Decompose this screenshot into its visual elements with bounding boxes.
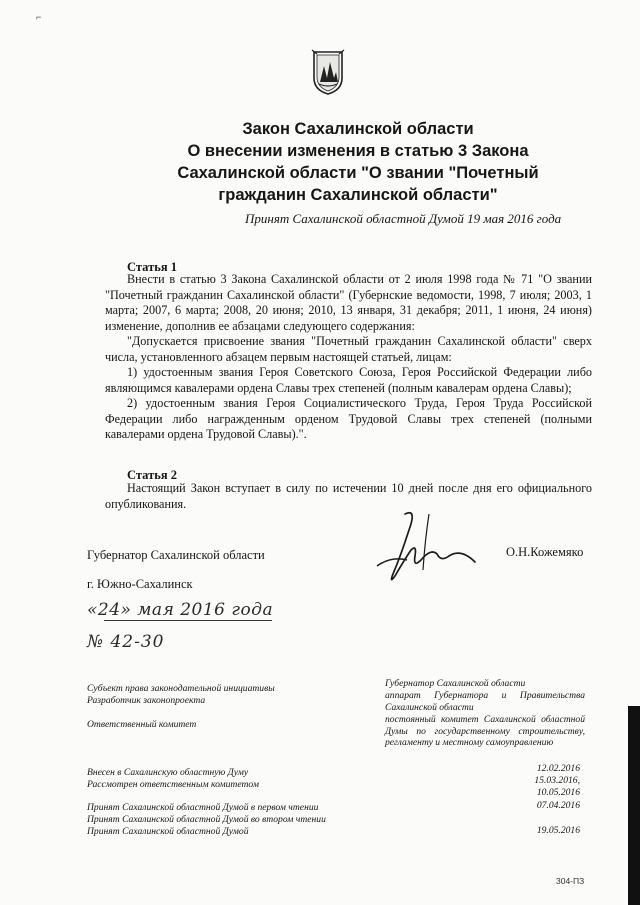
considered-date-1: 15.03.2016, (534, 775, 580, 786)
date-underline (104, 620, 272, 621)
article-1-paragraph-4: 2) удостоенным звания Героя Социалистического Труда, Героя Труда Российской Федерации либо награжденным орденом Трудовой Славы трех степеней (полными кавалерами ордена Трудовой Славы).". (105, 396, 592, 441)
first-reading-date: 07.04.2016 (536, 800, 580, 811)
article-1-paragraph-2: "Допускается присвоение звания "Почетный гражданин Сахалинской области" сверх числа, установленного абзацем первым настоящей статьей, лицам: (105, 334, 592, 364)
signature-mark (365, 500, 485, 590)
city-label: г. Южно-Сахалинск (87, 577, 193, 591)
considered-label: Рассмотрен ответственным комитетом (87, 779, 259, 790)
signing-date: «24» мая 2016 года (87, 600, 274, 620)
considered-date-2: 10.05.2016 (536, 787, 580, 798)
subject-label: Субъект права законодательной инициативы (87, 683, 275, 694)
first-reading-label: Принят Сахалинской областной Думой в первом чтении (87, 802, 319, 813)
adoption-line: Принят Сахалинской областной Думой 19 мая 2016 года (245, 211, 562, 226)
final-adoption-label: Принят Сахалинской областной Думой (87, 826, 249, 837)
developer-value: аппарат Губернатора и Правительства Сахалинской области (385, 690, 585, 713)
committee-label: Ответственный комитет (87, 719, 197, 730)
scan-edge-bar (628, 706, 640, 905)
article-2-paragraph-1: Настоящий Закон вступает в силу по истечении 10 дней после дня его официального опубликования. (105, 481, 592, 511)
submitted-label: Внесен в Сахалинскую областную Думу (87, 767, 249, 778)
governor-label: Губернатор Сахалинской области (87, 548, 265, 562)
article-1-paragraph-3: 1) удостоенным звания Героя Советского Союза, Героя Российской Федерации либо являющимся кавалерами ордена Славы трех степеней (полным кавалерам ордена Славы); (105, 365, 592, 395)
subject-value: Губернатор Сахалинской области (385, 678, 526, 689)
submitted-date: 12.02.2016 (536, 763, 580, 774)
final-adoption-date: 19.05.2016 (536, 825, 580, 836)
law-number: № 42-30 (87, 632, 165, 652)
article-2-heading: Статья 2 (127, 468, 177, 482)
title-line-1: Закон Сахалинской области (242, 120, 474, 138)
law-title (0, 118, 640, 206)
title-line-2: О внесении изменения в статью 3 Закона (187, 142, 529, 160)
document-code: 304-ПЗ (556, 876, 585, 886)
article-2-body (105, 481, 592, 512)
governor-name: О.Н.Кожемяко (506, 545, 584, 559)
second-reading-label: Принят Сахалинской областной Думой во втором чтении (87, 814, 326, 825)
title-line-4: гражданин Сахалинской области" (218, 186, 498, 204)
article-1-paragraph-1: Внести в статью 3 Закона Сахалинской области от 2 июля 1998 года № 71 "О звании "Почетный гражданин Сахалинской области" (Губернские ведомости, 1998, 7 июля; 2003, 1 марта; 2007, 6 марта; 2008, 20 июня; 2010, 13 января, 31 декабря; 2011, 1 июня, 24 июня) изменение, дополнив ее абзацами следующего содержания: (105, 272, 592, 333)
title-line-3: Сахалинской области "О звании "Почетный (177, 164, 539, 182)
article-1-body (105, 272, 592, 443)
coat-of-arms-icon (308, 48, 348, 96)
committee-value: постоянный комитет Сахалинской областной Думы по государственному строительству, регламенту и местному самоуправлению (385, 714, 585, 748)
corner-mark: ⌐ (36, 12, 42, 22)
developer-label: Разработчик законопроекта (87, 695, 206, 706)
article-1-heading: Статья 1 (127, 260, 177, 274)
